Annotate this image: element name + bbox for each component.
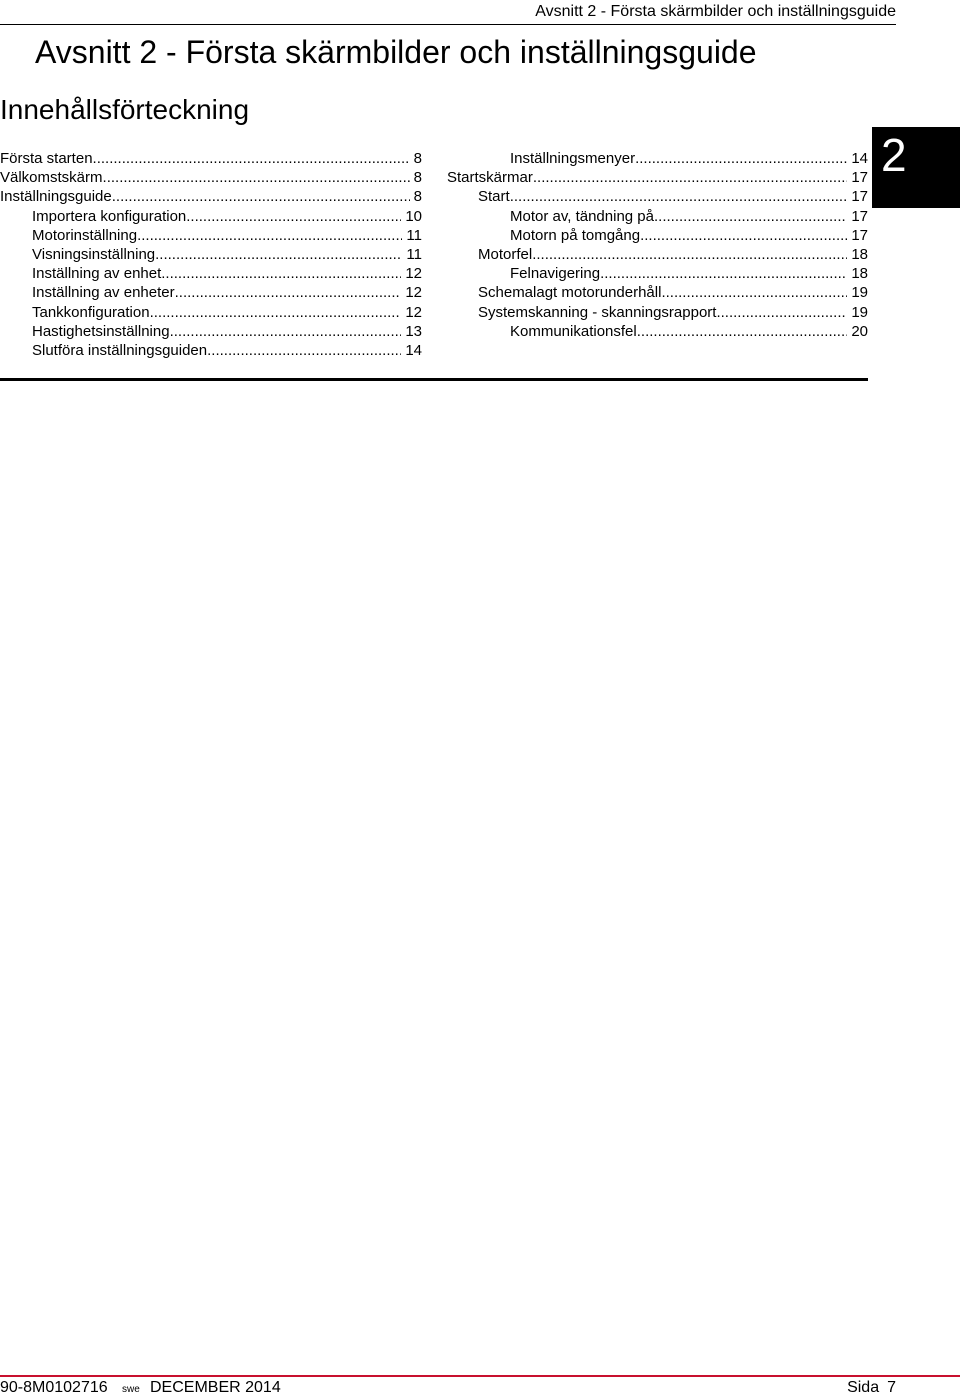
- toc-entry[interactable]: [447, 245, 868, 264]
- toc-entry-page: 17: [851, 207, 868, 225]
- dot-leader: [637, 322, 848, 341]
- toc-entry-label: Systemskanning - skanningsrapport: [478, 303, 717, 321]
- dot-leader: [640, 226, 847, 245]
- dot-leader: [510, 187, 848, 206]
- running-header: Avsnitt 2 - Första skärmbilder och inställningsguide: [535, 3, 896, 20]
- toc-entry-label: Start: [478, 188, 510, 206]
- toc-entry[interactable]: [447, 226, 868, 245]
- dot-leader: [716, 303, 847, 322]
- toc-entry-label: Felnavigering: [510, 265, 601, 283]
- footer-page-label: Sida: [847, 1379, 880, 1396]
- header-rule: [0, 24, 896, 25]
- footer-language: swe: [122, 1384, 140, 1395]
- toc-entry-page: 18: [851, 245, 868, 263]
- toc-entry-page: 14: [851, 150, 868, 167]
- toc-entry[interactable]: [0, 226, 422, 245]
- toc-entry-page: 10: [405, 207, 422, 225]
- toc-entry[interactable]: [447, 168, 868, 187]
- chapter-tab: [872, 127, 960, 208]
- dot-leader: [112, 187, 410, 206]
- toc-entry[interactable]: [0, 168, 422, 187]
- dot-leader: [533, 168, 847, 187]
- dot-leader: [207, 341, 401, 360]
- toc-entry-page: 14: [405, 341, 422, 359]
- toc-entry-label: Inställningsmenyer: [510, 150, 636, 167]
- toc-entry[interactable]: [0, 322, 422, 341]
- toc-entry-page: 12: [405, 265, 422, 283]
- toc-entry-page: 11: [406, 245, 422, 263]
- toc-entry-label: Inställningsguide: [0, 188, 112, 206]
- footer-rule: [0, 1375, 960, 1377]
- toc-entry-label: Importera konfiguration: [32, 207, 187, 225]
- toc-entry-page: 8: [413, 169, 422, 187]
- dot-leader: [654, 207, 847, 226]
- toc-right-column: [447, 149, 868, 341]
- toc-entry[interactable]: [447, 207, 868, 226]
- toc-entry-label: Motorinställning: [32, 226, 138, 244]
- toc-entry-page: 11: [406, 226, 422, 244]
- toc-entry-label: Inställning av enhet: [32, 265, 162, 283]
- dot-leader: [661, 283, 847, 302]
- page-footer: [0, 1379, 960, 1395]
- page-title: Avsnitt 2 - Första skärmbilder och inställningsguide: [35, 34, 757, 70]
- toc-entry-page: 13: [405, 322, 422, 340]
- dot-leader: [186, 207, 401, 226]
- toc-entry-label: Motorfel: [478, 245, 533, 263]
- toc-entry-page: 17: [851, 226, 868, 244]
- toc-entry-page: 19: [851, 284, 868, 302]
- toc-entry-page: 17: [851, 188, 868, 206]
- toc-entry-page: 19: [851, 303, 868, 321]
- toc-entry[interactable]: [0, 207, 422, 226]
- toc-entry-label: Motorn på tomgång: [510, 226, 641, 244]
- toc-entry[interactable]: [0, 283, 422, 302]
- toc-entry-page: 20: [851, 322, 868, 340]
- footer-date: DECEMBER 2014: [150, 1379, 281, 1396]
- toc-entry-label: Motor av, tändning på: [510, 207, 654, 225]
- toc-entry-label: Hastighetsinställning: [32, 322, 170, 340]
- dot-leader: [93, 149, 410, 168]
- toc-entry-label: Välkomstskärm: [0, 169, 103, 187]
- toc-entry-label: Första starten: [0, 150, 93, 167]
- toc-entry[interactable]: [447, 322, 868, 341]
- dot-leader: [600, 264, 847, 283]
- toc-entry-label: Inställning av enheter: [32, 284, 175, 302]
- dot-leader: [155, 245, 402, 264]
- toc-entry[interactable]: [0, 187, 422, 206]
- toc-left-column: [0, 149, 422, 360]
- toc-entry[interactable]: [447, 283, 868, 302]
- dot-leader: [532, 245, 847, 264]
- toc-entry[interactable]: [0, 264, 422, 283]
- toc-entry[interactable]: [0, 245, 422, 264]
- dot-leader: [170, 322, 402, 341]
- footer-page-number: 7: [887, 1379, 896, 1396]
- toc-entry[interactable]: [0, 341, 422, 360]
- toc-entry[interactable]: [0, 149, 422, 168]
- toc-entry-page: 12: [405, 284, 422, 302]
- dot-leader: [150, 303, 402, 322]
- toc-heading: Innehållsförteckning: [0, 94, 250, 125]
- toc-entry-page: 8: [413, 188, 422, 206]
- toc-entry[interactable]: [0, 303, 422, 322]
- toc-bottom-rule: [0, 378, 868, 381]
- toc-entry-label: Tankkonfiguration: [32, 303, 150, 321]
- dot-leader: [103, 168, 410, 187]
- dot-leader: [137, 226, 402, 245]
- toc-entry-page: 18: [851, 265, 868, 283]
- toc-entry[interactable]: [447, 303, 868, 322]
- toc-entry[interactable]: [447, 149, 868, 168]
- toc-entry-label: Startskärmar: [447, 169, 533, 187]
- toc-entry-label: Kommunikationsfel: [510, 322, 637, 340]
- toc-entry-label: Visningsinställning: [32, 245, 156, 263]
- chapter-tab-number: 2: [881, 129, 907, 181]
- toc-entry-page: 17: [851, 169, 868, 187]
- dot-leader: [175, 283, 402, 302]
- toc-entry-label: Schemalagt motorunderhåll: [478, 284, 662, 302]
- toc-entry-page: 8: [413, 150, 422, 167]
- toc-entry[interactable]: [447, 187, 868, 206]
- footer-page: [847, 1379, 896, 1397]
- footer-doc-number: 90-8M0102716: [0, 1379, 108, 1396]
- dot-leader: [635, 149, 847, 168]
- toc-entry-page: 12: [405, 303, 422, 321]
- dot-leader: [161, 264, 401, 283]
- toc-entry[interactable]: [447, 264, 868, 283]
- toc-entry-label: Slutföra inställningsguiden: [32, 341, 208, 359]
